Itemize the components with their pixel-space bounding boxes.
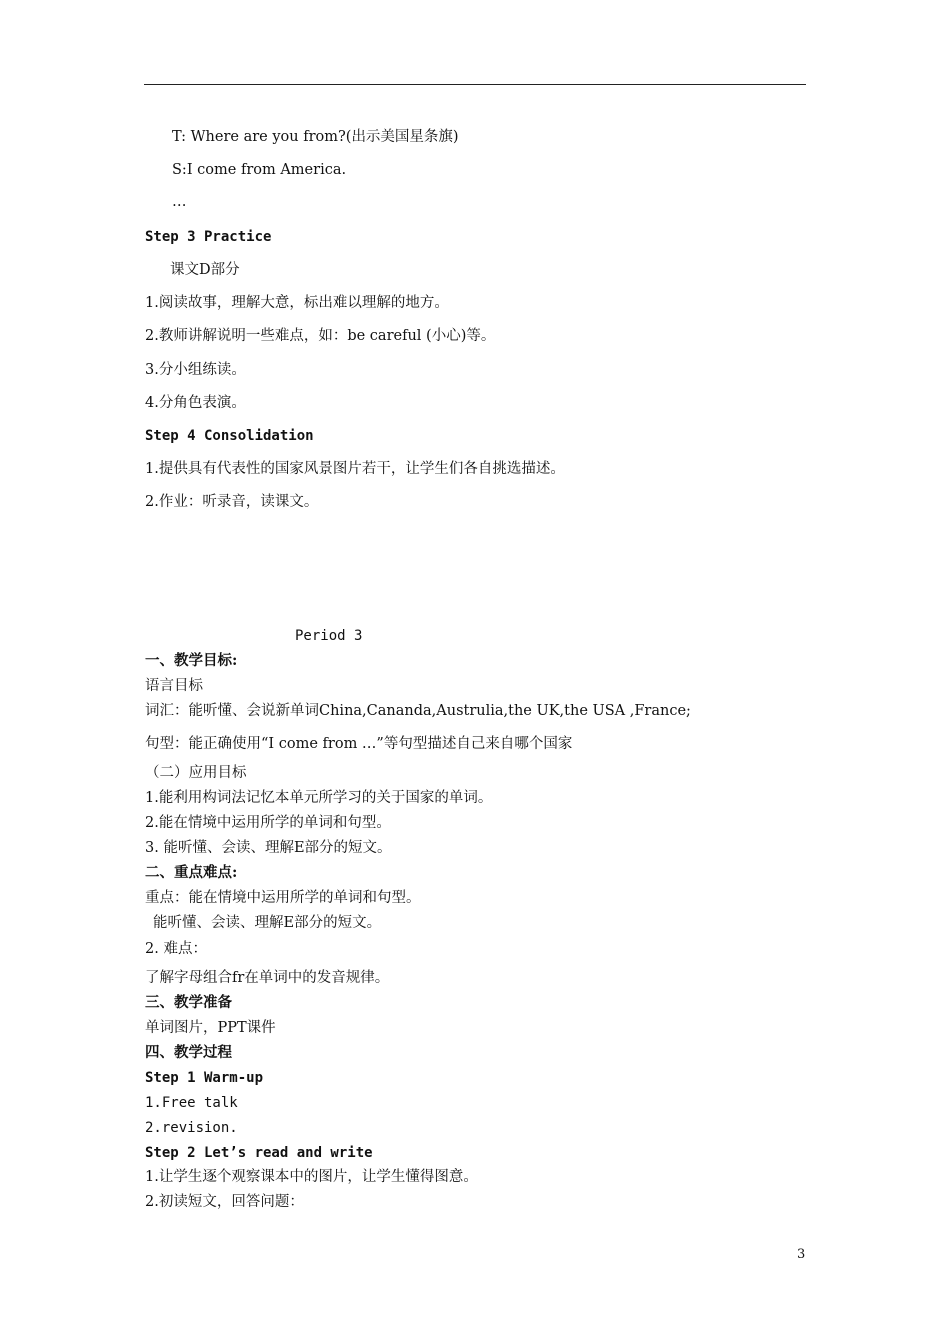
list-item: 4.分角色表演。 xyxy=(145,395,246,411)
step1-heading: Step 1 Warm-up xyxy=(145,1070,264,1086)
step3-heading: Step 3 Practice xyxy=(145,229,272,245)
list-item: 3.分小组练读。 xyxy=(145,362,246,378)
difficulty-line: 了解字母组合fr在单词中的发音规律。 xyxy=(145,970,390,986)
list-item: 1.阅读故事，理解大意，标出难以理解的地方。 xyxy=(145,295,449,311)
ellipsis: … xyxy=(172,194,187,210)
list-item: 2.revision. xyxy=(145,1120,238,1136)
section-heading-goals: 一、教学目标: xyxy=(145,652,238,669)
pattern-line: 句型：能正确使用“I come from …”等句型描述自己来自哪个国家 xyxy=(145,736,573,752)
language-goal-label: 语言目标 xyxy=(145,678,203,694)
list-item: 1.让学生逐个观察课本中的图片，让学生懂得图意。 xyxy=(145,1169,478,1185)
list-item: 1.Free talk xyxy=(145,1095,238,1111)
key-point-line: 重点：能在情境中运用所学的单词和句型。 xyxy=(145,890,421,906)
header-rule xyxy=(144,84,806,85)
dialogue-teacher-line: T: Where are you from?(出示美国星条旗) xyxy=(172,129,459,145)
section-heading-key-points: 二、重点难点: xyxy=(145,864,238,881)
section-heading-preparation: 三、教学准备 xyxy=(145,994,232,1011)
page-number: 3 xyxy=(797,1247,806,1262)
step3-sub: 课文D部分 xyxy=(170,262,240,278)
vocabulary-line: 词汇：能听懂、会说新单词China,Cananda,Austrulia,the UK,the USA ,France; xyxy=(145,703,691,719)
step2-heading: Step 2 Let’s read and write xyxy=(145,1145,373,1161)
dialogue-student-line: S:I come from America. xyxy=(172,162,347,178)
period-title: Period 3 xyxy=(295,628,363,644)
list-item: 2.作业：听录音，读课文。 xyxy=(145,494,319,510)
difficulty-label: 2. 难点： xyxy=(145,941,207,957)
list-item: 3. 能听懂、会读、理解E部分的短文。 xyxy=(145,840,392,856)
list-item: 2.初读短文，回答问题： xyxy=(145,1194,304,1210)
key-point-line: 能听懂、会读、理解E部分的短文。 xyxy=(153,915,382,931)
list-item: 1.提供具有代表性的国家风景图片若干，让学生们各自挑选描述。 xyxy=(145,461,565,477)
list-item: 2.能在情境中运用所学的单词和句型。 xyxy=(145,815,391,831)
list-item: 1.能利用构词法记忆本单元所学习的关于国家的单词。 xyxy=(145,790,493,806)
preparation-line: 单词图片，PPT课件 xyxy=(145,1020,276,1036)
list-item: 2.教师讲解说明一些难点，如：be careful (小心)等。 xyxy=(145,328,496,344)
section-heading-process: 四、教学过程 xyxy=(145,1044,232,1061)
step4-heading: Step 4 Consolidation xyxy=(145,428,314,444)
application-goal-label: （二）应用目标 xyxy=(145,765,247,781)
